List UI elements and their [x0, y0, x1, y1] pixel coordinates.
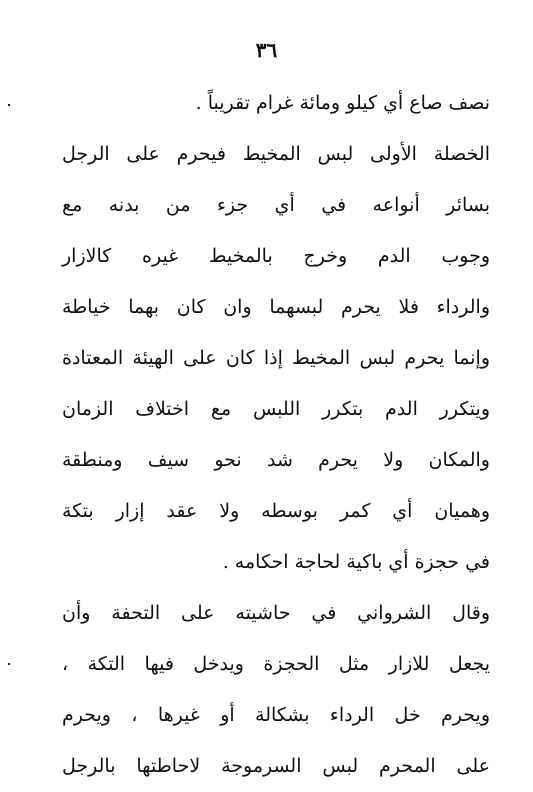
margin-mark	[8, 663, 10, 665]
text-line: وجوب الدم وخرج بالمخيط غيره كالازار	[62, 245, 490, 267]
text-line: في حجزة أي باكية لحاجة احكامه .	[222, 551, 490, 573]
text-line: ويتكرر الدم بتكرر اللبس مع اختلاف الزمان	[62, 398, 490, 420]
text-line: وإنما يحرم لبس المخيط إذا كان على الهيئة المعتادة	[62, 347, 490, 369]
text-line: ويحرم خل الرداء بشكالة أو غيرها ، ويحرم	[62, 704, 490, 726]
text-line: وقال الشرواني في حاشيته على التحفة وأن	[62, 602, 490, 624]
text-line: نصف صاع أي كيلو ومائة غرام تقريباً .	[195, 92, 490, 114]
text-line: الخصلة الأولى لبس المخيط فيحرم على الرجل	[62, 143, 490, 165]
text-line: بسائر أنواعه في أي جزء من بدنه مع	[62, 194, 490, 216]
text-line: والمكان ولا يحرم شد نحو سيف ومنطقة	[62, 449, 490, 471]
text-line: والرداء فلا يحرم لبسهما وان كان بهما خياطة	[62, 296, 490, 318]
body-text	[62, 78, 490, 792]
text-line: وهميان أي كمر بوسطه ولا عقد إزار بتكة	[62, 500, 490, 522]
text-line: يجعل للازار مثل الحجزة ويدخل فيها التكة ،	[62, 653, 490, 675]
page-number: ٣٦	[255, 38, 278, 62]
margin-mark	[8, 104, 10, 106]
text-line: على المحرم لبس السرموجة لاحاطتها بالرجل	[62, 755, 490, 777]
